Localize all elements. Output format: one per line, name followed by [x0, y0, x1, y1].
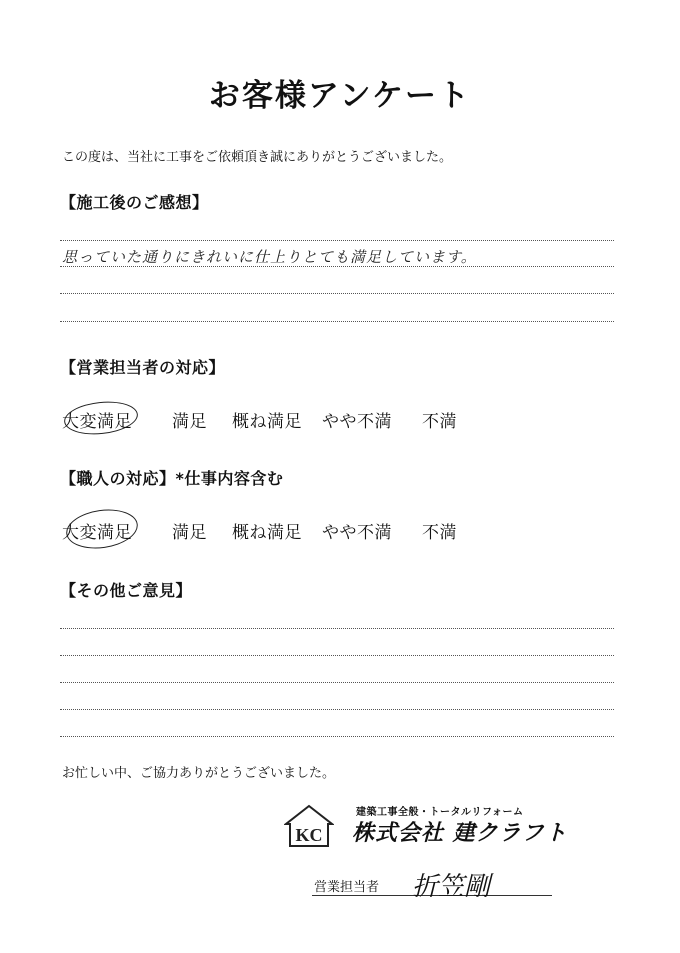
company-tagline: 建築工事全般・トータルリフォーム: [356, 807, 524, 818]
answer-line: [60, 240, 614, 241]
impression-response: 思っていた通りにきれいに仕上りとても満足しています。: [62, 248, 477, 266]
sales-option-mostly-satisfied[interactable]: 概ね満足: [232, 412, 302, 432]
intro-text: この度は、当社に工事をご依頼頂き誠にありがとうございました。: [62, 150, 453, 165]
sales-option-dissatisfied[interactable]: 不満: [422, 412, 457, 432]
answer-line: [60, 321, 614, 322]
section-impression-heading: 【施工後のご感想】: [60, 193, 209, 212]
answer-line: [60, 266, 614, 267]
answer-line: [60, 709, 614, 710]
craftsman-option-satisfied[interactable]: 満足: [172, 523, 207, 543]
craftsman-option-mostly-satisfied[interactable]: 概ね満足: [232, 523, 302, 543]
answer-line: [60, 293, 614, 294]
craftsman-option-very-satisfied[interactable]: 大変満足: [62, 523, 132, 543]
sales-option-very-satisfied[interactable]: 大変満足: [62, 412, 132, 432]
section-sales-heading: 【営業担当者の対応】: [60, 358, 226, 377]
answer-line: [60, 736, 614, 737]
logo-text: KC: [295, 825, 323, 845]
page-title: お客様アンケート: [208, 78, 472, 114]
answer-line: [60, 655, 614, 656]
answer-line: [60, 628, 614, 629]
company-name: 株式会社 建クラフト: [352, 821, 568, 846]
sales-option-satisfied[interactable]: 満足: [172, 412, 207, 432]
sales-rep-label: 営業担当者: [314, 880, 380, 895]
section-other-heading: 【その他ご意見】: [60, 581, 193, 600]
section-craftsman-heading: 【職人の対応】*仕事内容含む: [60, 469, 284, 488]
craftsman-option-dissatisfied[interactable]: 不満: [422, 523, 457, 543]
answer-line: [60, 682, 614, 683]
sales-option-somewhat-dissatisfied[interactable]: やや不満: [322, 412, 392, 432]
closing-text: お忙しい中、ご協力ありがとうございました。: [62, 766, 336, 781]
sales-rep-signature: 折笠剛: [412, 872, 491, 902]
craftsman-option-somewhat-dissatisfied[interactable]: やや不満: [322, 523, 392, 543]
house-logo-icon: [284, 804, 334, 848]
company-logo: [284, 804, 334, 848]
